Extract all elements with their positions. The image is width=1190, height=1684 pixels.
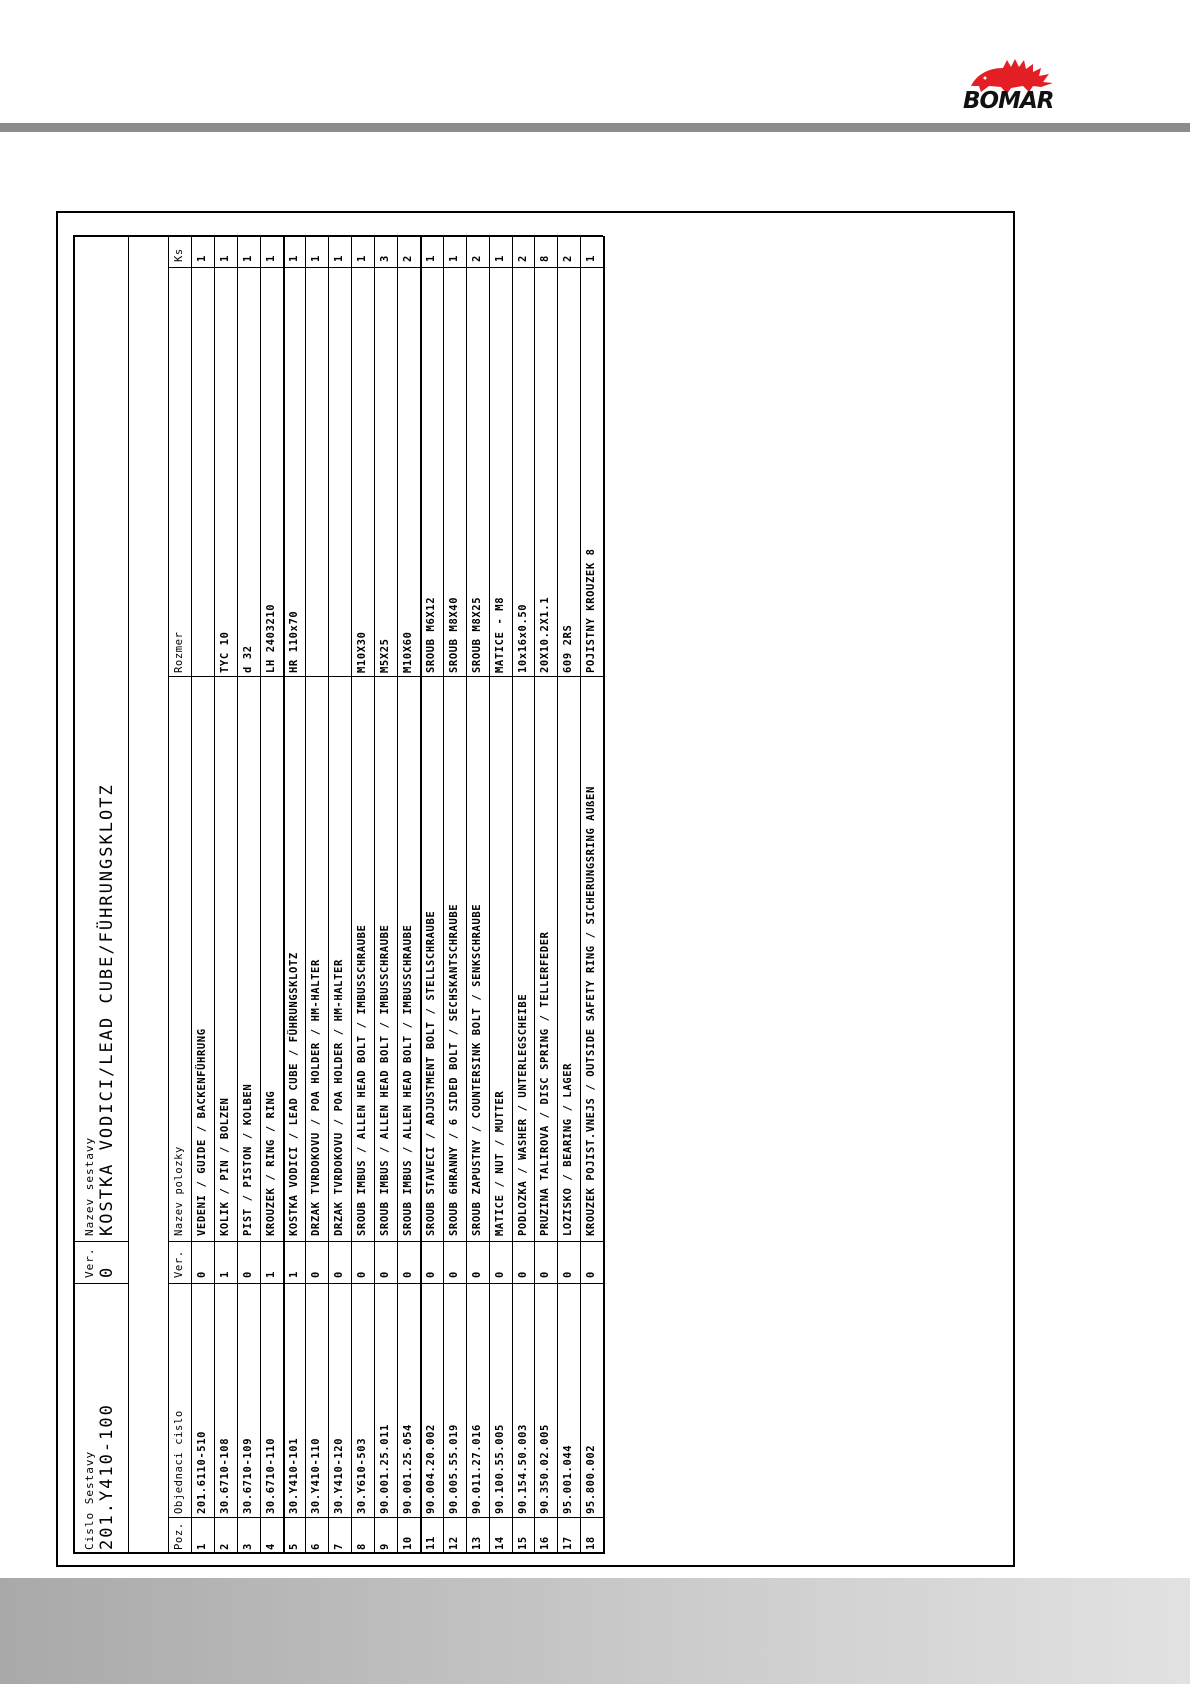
assembly-number: 201.Y410-100 [97, 1403, 117, 1550]
table-border-top [73, 236, 75, 1554]
cell-order-number: 30.Y610-503 [356, 1437, 369, 1514]
header-separator [128, 236, 129, 1554]
assembly-name: KOSTKA VODICI/LEAD CUBE/FÜHRUNGSKLOTZ [97, 783, 117, 1236]
cell-order-number: 95.001.044 [562, 1444, 575, 1514]
cell-order-number: 30.Y410-110 [310, 1437, 323, 1514]
table-row [534, 236, 557, 1554]
header-version: Ver. [173, 1250, 185, 1278]
cell-item-name: PIST / PISTON / KOLBEN [241, 1083, 254, 1236]
cell-version: 0 [333, 1271, 346, 1278]
cell-item-name: PODLOZKA / WASHER / UNTERLEGSCHEIBE [516, 993, 529, 1236]
cell-quantity: 1 [585, 255, 598, 262]
table-row [214, 236, 237, 1554]
cell-poz: 9 [379, 1543, 392, 1550]
cell-quantity: 2 [516, 255, 529, 262]
cell-version: 0 [379, 1271, 392, 1278]
cell-version: 0 [424, 1271, 437, 1278]
table-row [557, 236, 580, 1554]
cell-order-number: 30.Y410-101 [287, 1437, 300, 1514]
cell-order-number: 90.004.20.002 [424, 1424, 437, 1514]
cell-item-name: SROUB STAVECI / ADJUSTMENT BOLT / STELLSCHRAUBE [424, 910, 437, 1236]
cell-poz: 12 [447, 1536, 460, 1550]
cell-quantity: 1 [218, 255, 231, 262]
cell-poz: 8 [356, 1543, 369, 1550]
cell-dimension: POJISTNY KROUZEK 8 [585, 548, 598, 673]
cell-order-number: 90.001.25.054 [402, 1424, 414, 1514]
cell-quantity: 3 [379, 255, 392, 262]
table-border-bottom [603, 236, 605, 1554]
cell-dimension: 20X10.2X1.1 [539, 596, 552, 673]
cell-poz: 5 [287, 1543, 300, 1550]
cell-poz: 3 [241, 1543, 254, 1550]
cell-version: 1 [218, 1271, 231, 1278]
cell-quantity: 2 [470, 255, 483, 262]
cell-item-name: PRUZINA TALIROVA / DISC SPRING / TELLERFEDER [539, 931, 552, 1236]
cell-version: 0 [356, 1271, 369, 1278]
cell-dimension: M10X30 [356, 631, 369, 673]
cell-order-number: 30.Y410-120 [333, 1437, 346, 1514]
cell-item-name: SROUB IMBUS / ALLEN HEAD BOLT / IMBUSSCHRAUBE [402, 924, 414, 1236]
cell-version: 0 [195, 1271, 208, 1278]
cell-quantity: 1 [195, 255, 208, 262]
cell-dimension: d 32 [241, 645, 254, 673]
footer-band [0, 1578, 1190, 1684]
cell-order-number: 30.6710-109 [241, 1437, 254, 1514]
cell-poz: 18 [585, 1536, 598, 1550]
cell-poz: 14 [493, 1536, 506, 1550]
cell-item-name: KROUZEK POJIST.VNEJS / OUTSIDE SAFETY RING / SICHERUNGSRING AUßEN [585, 786, 598, 1236]
cell-order-number: 90.011.27.016 [470, 1424, 483, 1514]
cell-order-number: 90.001.25.011 [379, 1424, 392, 1514]
table-row [420, 236, 443, 1554]
header-divider-2 [73, 1241, 128, 1242]
cell-dimension: SROUB M8X25 [470, 596, 483, 673]
cell-item-name: KOLIK / PIN / BOLZEN [218, 1097, 231, 1236]
cell-version: 0 [402, 1271, 414, 1278]
version-value: 0 [97, 1265, 117, 1278]
cell-order-number: 201.6110-510 [195, 1430, 208, 1514]
cell-dimension: 10x16x0.50 [516, 603, 529, 673]
cell-version: 0 [539, 1271, 552, 1278]
table-row [260, 236, 283, 1554]
assembly-number-label: Cislo Sestavy [83, 1450, 96, 1550]
header-rule [0, 123, 1190, 132]
assembly-name-label: Nazev sestavy [83, 1136, 96, 1236]
cell-item-name: VEDENI / GUIDE / BACKENFÜHRUNG [195, 1028, 208, 1236]
cell-item-name: DRZAK TVRDOKOVU / POA HOLDER / HM-HALTER [333, 959, 346, 1236]
cell-poz: 7 [333, 1543, 346, 1550]
cell-order-number: 30.6710-110 [264, 1437, 277, 1514]
cell-poz: 6 [310, 1543, 323, 1550]
cell-dimension [305, 283, 328, 673]
cell-poz: 16 [539, 1536, 552, 1550]
cell-item-name: SROUB 6HRANNY / 6 SIDED BOLT / SECHSKANTSCHRAUBE [447, 903, 460, 1236]
cell-poz: 17 [562, 1536, 575, 1550]
cell-version: 0 [470, 1271, 483, 1278]
version-label: Ver. [83, 1247, 96, 1278]
cell-item-name: SROUB IMBUS / ALLEN HEAD BOLT / IMBUSSCHRAUBE [356, 924, 369, 1236]
header-item-name: Nazev polozky [173, 1146, 185, 1236]
parts-list-table [73, 236, 598, 1554]
cell-quantity: 1 [333, 255, 346, 262]
table-row [443, 236, 466, 1554]
cell-order-number: 90.100.55.005 [493, 1424, 506, 1514]
table-row [305, 236, 328, 1554]
table-row [191, 236, 214, 1554]
cell-quantity: 1 [493, 255, 506, 262]
table-row [351, 236, 374, 1554]
cell-item-name: LOZISKO / BEARING / LAGER [562, 1062, 575, 1236]
cell-dimension: TYC 10 [218, 631, 231, 673]
cell-version: 0 [493, 1271, 506, 1278]
cell-quantity: 1 [241, 255, 254, 262]
cell-order-number: 95.800.002 [585, 1444, 598, 1514]
cell-item-name: SROUB IMBUS / ALLEN HEAD BOLT / IMBUSSCHRAUBE [379, 924, 392, 1236]
cell-item-name: SROUB ZAPUSTNY / COUNTERSINK BOLT / SENKSCHRAUBE [470, 903, 483, 1236]
table-row [237, 236, 260, 1554]
cell-quantity: 1 [287, 255, 300, 262]
cell-quantity: 8 [539, 255, 552, 262]
cell-quantity: 1 [424, 255, 437, 262]
header-dimension: Rozmer [173, 631, 185, 673]
cell-version: 0 [447, 1271, 460, 1278]
cell-item-name: DRZAK TVRDOKOVU / POA HOLDER / HM-HALTER [310, 959, 323, 1236]
cell-dimension: SROUB M6X12 [424, 596, 437, 673]
cell-poz: 4 [264, 1543, 277, 1550]
cell-poz: 1 [195, 1543, 208, 1550]
table-row [580, 236, 603, 1554]
cell-dimension: M5X25 [379, 638, 392, 673]
cell-item-name: KROUZEK / RING / RING [264, 1090, 277, 1236]
bomar-logo [963, 56, 1055, 114]
cell-order-number: 30.6710-108 [218, 1437, 231, 1514]
table-header-row [168, 236, 191, 1554]
table-row [397, 236, 420, 1554]
cell-version: 0 [585, 1271, 598, 1278]
cell-quantity: 2 [402, 255, 414, 262]
cell-quantity: 1 [264, 255, 277, 262]
cell-dimension [191, 283, 214, 673]
cell-order-number: 90.350.02.005 [539, 1424, 552, 1514]
table-row [374, 236, 397, 1554]
cell-poz: 13 [470, 1536, 483, 1550]
cell-dimension: M10X60 [402, 631, 414, 673]
cell-quantity: 2 [562, 255, 575, 262]
parts-list-frame [56, 211, 1015, 1567]
cell-order-number: 90.154.50.003 [516, 1424, 529, 1514]
table-row [466, 236, 489, 1554]
cell-version: 0 [562, 1271, 575, 1278]
header-poz: Poz. [173, 1522, 185, 1550]
table-row [489, 236, 512, 1554]
header-order-number: Objednaci cislo [173, 1410, 185, 1514]
cell-dimension: HR 110x70 [287, 610, 300, 673]
cell-dimension: MATICE - M8 [493, 596, 506, 673]
table-row [512, 236, 535, 1554]
cell-poz: 11 [424, 1536, 437, 1550]
cell-poz: 2 [218, 1543, 231, 1550]
table-row [283, 236, 306, 1554]
table-row [328, 236, 351, 1554]
cell-dimension: 609 2RS [562, 624, 575, 673]
cell-order-number: 90.005.55.019 [447, 1424, 460, 1514]
cell-item-name: KOSTKA VODICI / LEAD CUBE / FÜHRUNGSKLOTZ [287, 952, 300, 1236]
cell-version: 0 [310, 1271, 323, 1278]
header-divider-1 [73, 1283, 128, 1284]
brand-name: BOMAR [963, 88, 1054, 114]
cell-version: 1 [264, 1271, 277, 1278]
cell-dimension: SROUB M8X40 [447, 596, 460, 673]
cell-quantity: 1 [310, 255, 323, 262]
cell-version: 0 [241, 1271, 254, 1278]
cell-item-name: MATICE / NUT / MUTTER [493, 1090, 506, 1236]
cell-quantity: 1 [356, 255, 369, 262]
cell-dimension: LH 2403210 [264, 603, 277, 673]
cell-poz: 15 [516, 1536, 529, 1550]
cell-quantity: 1 [447, 255, 460, 262]
header-quantity: Ks [173, 248, 185, 262]
cell-version: 0 [516, 1271, 529, 1278]
cell-version: 1 [287, 1271, 300, 1278]
cell-dimension [328, 283, 351, 673]
cell-poz: 10 [402, 1536, 414, 1550]
